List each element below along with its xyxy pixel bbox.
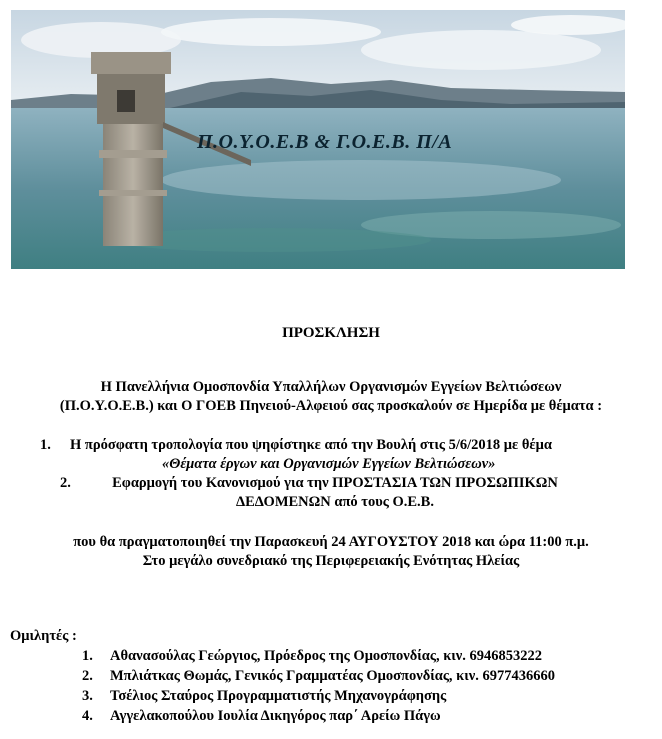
- list-item: [82, 666, 652, 686]
- schedule-line: που θα πραγματοποιηθεί την Παρασκευή 24 ΑΥΓΟΥΣΤΟΥ 2018 και ώρα 11:00 π.μ.: [73, 534, 589, 550]
- list-number: 2.: [60, 475, 71, 491]
- intro-line: Η Πανελλήνια Ομοσπονδία Υπαλλήλων Οργανισμών Εγγείων Βελτιώσεων: [100, 379, 562, 395]
- intro-line: (Π.Ο.Υ.Ο.Ε.Β.) και Ο ΓΟΕΒ Πηνειού-Αλφειού σας προσκαλούν σε Ημερίδα με θέματα :: [59, 398, 603, 414]
- speakers-list: [82, 646, 652, 726]
- speaker-text: Μπλιάτκας Θωμάς, Γενικός Γραμματέας Ομοσπονδίας, κιν. 6977436660: [110, 668, 555, 684]
- topic-text: ΔΕΔΟΜΕΝΩΝ από τους Ο.Ε.Β.: [236, 494, 434, 510]
- intro-paragraph: [0, 378, 662, 416]
- list-number: 1.: [40, 437, 51, 453]
- list-item: [82, 706, 652, 726]
- banner-title: Π.Ο.Υ.Ο.Ε.Β & Γ.Ο.Ε.Β. Π/Α: [197, 131, 453, 153]
- topics-list: [40, 436, 640, 512]
- topic-text: «Θέματα έργων και Οργανισμών Εγγείων Βελτιώσεων»: [162, 456, 496, 472]
- list-item: [60, 474, 640, 512]
- list-item: [40, 436, 640, 474]
- list-number: 2.: [82, 668, 93, 684]
- list-item: [82, 686, 652, 706]
- topic-text: Η πρόσφατη τροπολογία που ψηφίστηκε από την Βουλή στις 5/6/2018 με θέμα: [70, 437, 552, 453]
- banner-image: [11, 10, 625, 269]
- list-item: [82, 646, 652, 666]
- schedule-line: Στο μεγάλο συνεδριακό της Περιφερειακής Ενότητας Ηλείας: [142, 553, 520, 569]
- list-number: 3.: [82, 688, 93, 704]
- speaker-text: Αθανασούλας Γεώργιος, Πρόεδρος της Ομοσπονδίας, κιν. 6946853222: [110, 648, 542, 664]
- speaker-text: Τσέλιος Σταύρος Προγραμματιστής Μηχανογράφησης: [110, 688, 447, 704]
- list-number: 4.: [82, 708, 93, 724]
- page-title: ΠΡΟΣΚΛΗΣΗ: [282, 325, 380, 341]
- speakers-label: Ομιλητές :: [10, 628, 77, 644]
- schedule-paragraph: [0, 533, 662, 571]
- speaker-text: Αγγελακοπούλου Ιουλία Δικηγόρος παρ΄ Αρείω Πάγω: [110, 708, 441, 724]
- topic-text: Εφαρμογή του Κανονισμού για την ΠΡΟΣΤΑΣΙΑ ΤΩΝ ΠΡΟΣΩΠΙΚΩΝ: [112, 475, 558, 491]
- list-number: 1.: [82, 648, 93, 664]
